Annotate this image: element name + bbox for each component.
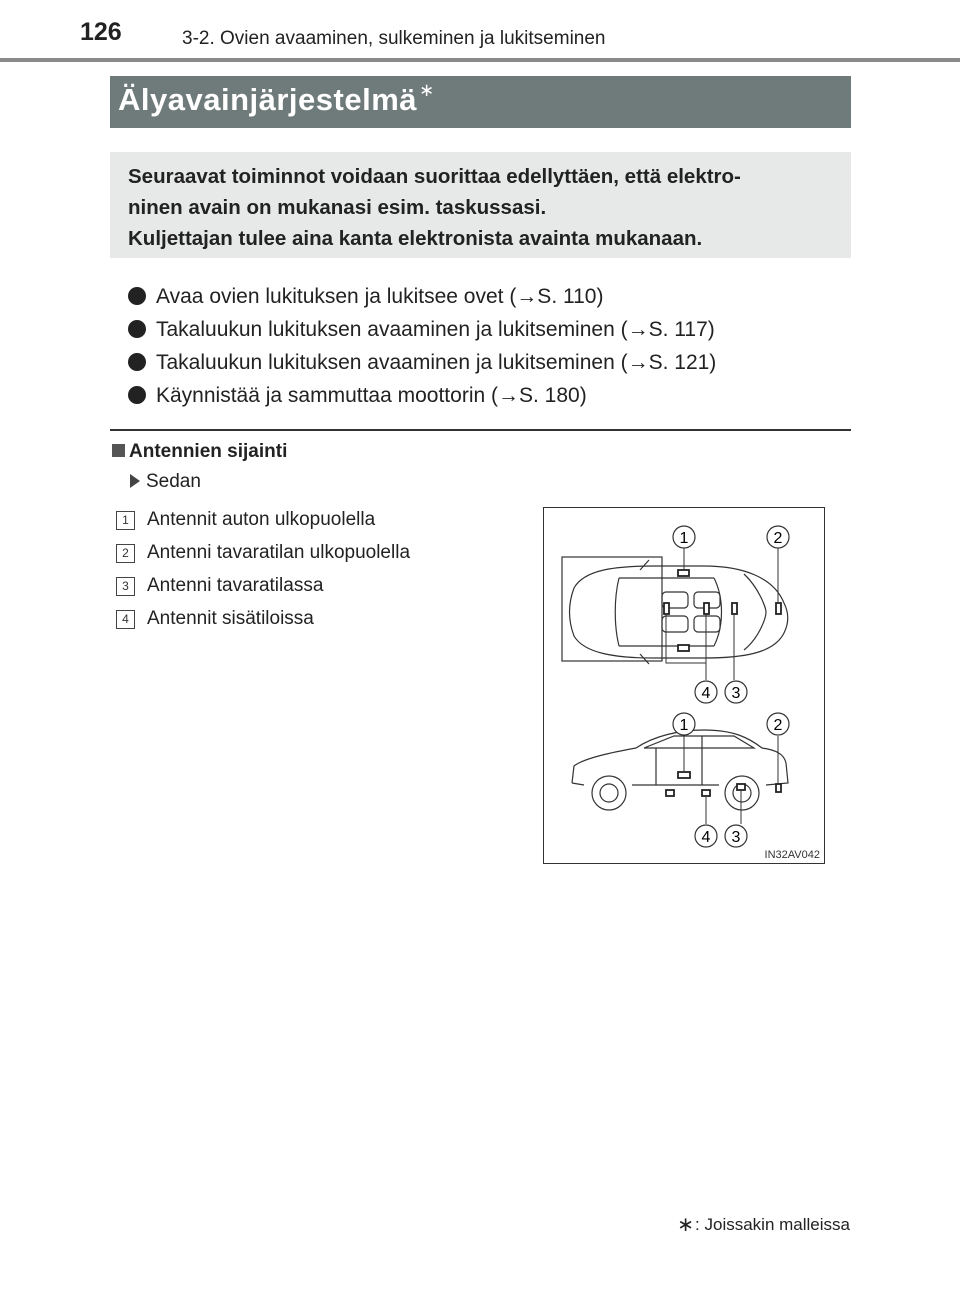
square-bullet-icon bbox=[112, 444, 125, 457]
legend-label: Antennit sisätiloissa bbox=[147, 608, 314, 629]
antenna-legend bbox=[116, 503, 410, 635]
legend-item bbox=[116, 536, 410, 569]
asterisk-icon: ∗ bbox=[677, 1214, 695, 1236]
antenna-location-figure bbox=[543, 507, 825, 864]
variant-text: Sedan bbox=[146, 471, 201, 492]
legend-number: 4 bbox=[116, 610, 135, 629]
chapter-title: 3-2. Ovien avaaminen, sulkeminen ja lukitseminen bbox=[182, 28, 606, 49]
callout-2-top: 2 bbox=[773, 530, 783, 547]
antenna-markers-top bbox=[664, 570, 781, 651]
antenna-markers-side bbox=[666, 772, 781, 796]
feature-list bbox=[128, 280, 716, 412]
callout-3-side: 3 bbox=[731, 829, 741, 846]
subsection-heading bbox=[112, 441, 287, 463]
section-title-text: Älyavainjärjestelmä bbox=[118, 82, 418, 117]
bullet-icon bbox=[128, 386, 146, 404]
callouts bbox=[673, 526, 789, 847]
legend-number: 2 bbox=[116, 544, 135, 563]
legend-number: 3 bbox=[116, 577, 135, 596]
callout-4-top: 4 bbox=[701, 685, 711, 702]
section-title-bar bbox=[110, 76, 851, 128]
legend-item bbox=[116, 569, 410, 602]
feature-text: Avaa ovien lukituksen ja lukitsee ovet (→S. 110) bbox=[156, 285, 604, 308]
bullet-icon bbox=[128, 320, 146, 338]
subsection-heading-text: Antennien sijainti bbox=[129, 441, 288, 462]
intro-line-3: Kuljettajan tulee aina kanta elektronista avainta mukanaan. bbox=[128, 227, 703, 250]
feature-item bbox=[128, 346, 716, 379]
intro-box bbox=[110, 152, 851, 258]
page-number: 126 bbox=[80, 18, 122, 46]
callout-1-side: 1 bbox=[679, 717, 689, 734]
bullet-icon bbox=[128, 353, 146, 371]
callout-1-top: 1 bbox=[679, 530, 689, 547]
legend-number: 1 bbox=[116, 511, 135, 530]
header-rule bbox=[0, 58, 960, 62]
callout-2-side: 2 bbox=[773, 717, 783, 734]
callout-3-top: 3 bbox=[731, 685, 741, 702]
feature-item bbox=[128, 313, 716, 346]
footnote-text: : Joissakin malleissa bbox=[695, 1215, 850, 1234]
car-diagram bbox=[544, 508, 826, 865]
feature-text: Käynnistää ja sammuttaa moottorin (→S. 180) bbox=[156, 384, 587, 407]
feature-text: Takaluukun lukituksen avaaminen ja lukitseminen (→S. 121) bbox=[156, 351, 717, 374]
legend-label: Antennit auton ulkopuolella bbox=[147, 509, 376, 530]
legend-item bbox=[116, 602, 410, 635]
section-divider bbox=[110, 429, 851, 431]
section-title bbox=[118, 82, 435, 118]
feature-text: Takaluukun lukituksen avaaminen ja lukitseminen (→S. 117) bbox=[156, 318, 715, 341]
callout-4-side: 4 bbox=[701, 829, 711, 846]
intro-line-2: ninen avain on mukanasi esim. taskussasi. bbox=[128, 196, 547, 219]
figure-code: IN32AV042 bbox=[764, 849, 820, 861]
legend-label: Antenni tavaratilassa bbox=[147, 575, 324, 596]
legend-label: Antenni tavaratilan ulkopuolella bbox=[147, 542, 411, 563]
legend-item bbox=[116, 503, 410, 536]
car-top-view bbox=[562, 557, 788, 664]
intro-line-1: Seuraavat toiminnot voidaan suorittaa edellyttäen, että elektro- bbox=[128, 165, 741, 188]
variant-label bbox=[130, 471, 201, 493]
asterisk-marker: ∗ bbox=[419, 80, 435, 100]
bullet-icon bbox=[128, 287, 146, 305]
feature-item bbox=[128, 379, 716, 412]
feature-item bbox=[128, 280, 716, 313]
footnote bbox=[677, 1212, 850, 1237]
triangle-right-icon bbox=[130, 474, 140, 488]
car-side-view bbox=[572, 730, 788, 810]
